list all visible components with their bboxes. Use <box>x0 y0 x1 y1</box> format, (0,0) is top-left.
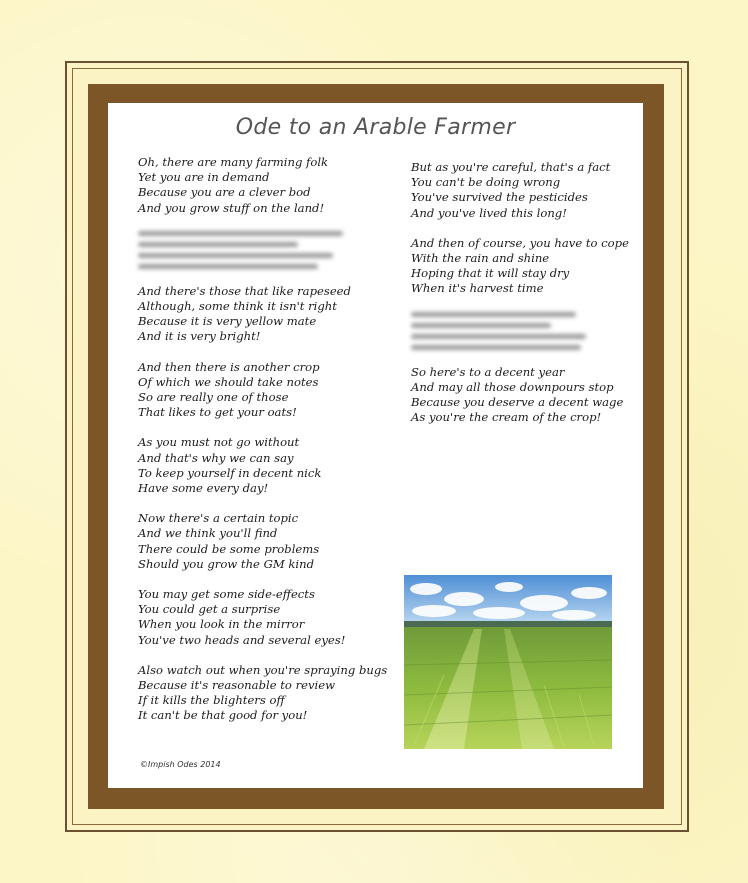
blurred-line <box>411 312 576 317</box>
blurred-stanza <box>138 231 388 269</box>
stanza <box>138 155 388 216</box>
poem-line: Because you are a clever bod <box>138 185 311 200</box>
poem-line: You can't be doing wrong <box>411 175 561 190</box>
stanza <box>138 511 388 572</box>
poem-line: Because you deserve a decent wage <box>411 395 624 410</box>
poem-line: Oh, there are many farming folk <box>138 155 329 169</box>
poem-line: Although, some think it isn't right <box>138 299 337 314</box>
poem-line: And may all those downpours stop <box>411 379 614 394</box>
poem-sheet <box>108 103 643 788</box>
right-column <box>411 160 631 440</box>
stanza <box>138 435 388 496</box>
poem-line: When it's harvest time <box>411 281 544 296</box>
poem-line: Now there's a certain topic <box>138 511 299 526</box>
poem-line: And there's those that like rapeseed <box>138 283 351 298</box>
poem-line: There could be some problems <box>138 541 320 556</box>
poem-line: Have some every day! <box>138 481 269 496</box>
poem-line: As you must not go without <box>138 435 300 450</box>
poem-line: You may get some side-effects <box>138 587 315 602</box>
poem-line: And you've lived this long! <box>411 205 567 220</box>
left-column <box>138 155 388 739</box>
poem-line: And that's why we can say <box>138 450 294 465</box>
poem-line: Also watch out when you're spraying bugs <box>138 662 388 677</box>
poem-line: And it is very bright! <box>138 329 261 344</box>
stanza <box>138 284 388 345</box>
poem-line: So are really one of those <box>138 390 289 405</box>
poem-line: That likes to get your oats! <box>138 405 297 420</box>
poem-line: You've two heads and several eyes! <box>138 632 346 647</box>
poem-line: Hoping that it will stay dry <box>411 266 570 281</box>
poem-line: To keep yourself in decent nick <box>138 465 322 480</box>
stanza <box>138 587 388 648</box>
wheat-field-photo <box>404 575 612 749</box>
poem-line: And you grow stuff on the land! <box>138 200 325 215</box>
blurred-stanza <box>411 312 631 350</box>
poem-line: Yet you are in demand <box>138 170 270 185</box>
blurred-line <box>411 334 586 339</box>
poem-line: And then there is another crop <box>138 359 320 374</box>
poem-line: You could get a surprise <box>138 602 281 617</box>
poem-line: Of which we should take notes <box>138 374 319 389</box>
poem-line: But as you're careful, that's a fact <box>411 160 611 174</box>
poem-line: Should you grow the GM kind <box>138 556 315 571</box>
blurred-line <box>138 264 318 269</box>
poem-line: Because it is very yellow mate <box>138 314 317 329</box>
poem-line: When you look in the mirror <box>138 617 305 632</box>
blurred-line <box>138 231 343 236</box>
poem-title: Ode to an Arable Farmer <box>235 115 516 140</box>
stanza <box>138 360 388 421</box>
poem-line: You've survived the pesticides <box>411 190 588 205</box>
stanza <box>411 236 631 297</box>
copyright-notice: ©Impish Odes 2014 <box>140 760 221 769</box>
stanza <box>411 365 631 426</box>
blurred-line <box>138 242 298 247</box>
stanza <box>138 663 388 724</box>
poem-line: As you're the cream of the crop! <box>411 410 602 425</box>
blurred-line <box>411 345 581 350</box>
stanza <box>411 160 631 221</box>
poem-line: With the rain and shine <box>411 251 550 266</box>
poem-line: If it kills the blighters off <box>138 693 285 708</box>
poem-line: It can't be that good for you! <box>138 708 308 723</box>
poem-line: And then of course, you have to cope <box>411 235 629 250</box>
poem-line: So here's to a decent year <box>411 364 565 379</box>
blurred-line <box>411 323 551 328</box>
poem-line: And we think you'll find <box>138 526 278 541</box>
blurred-line <box>138 253 333 258</box>
poem-line: Because it's reasonable to review <box>138 678 336 693</box>
